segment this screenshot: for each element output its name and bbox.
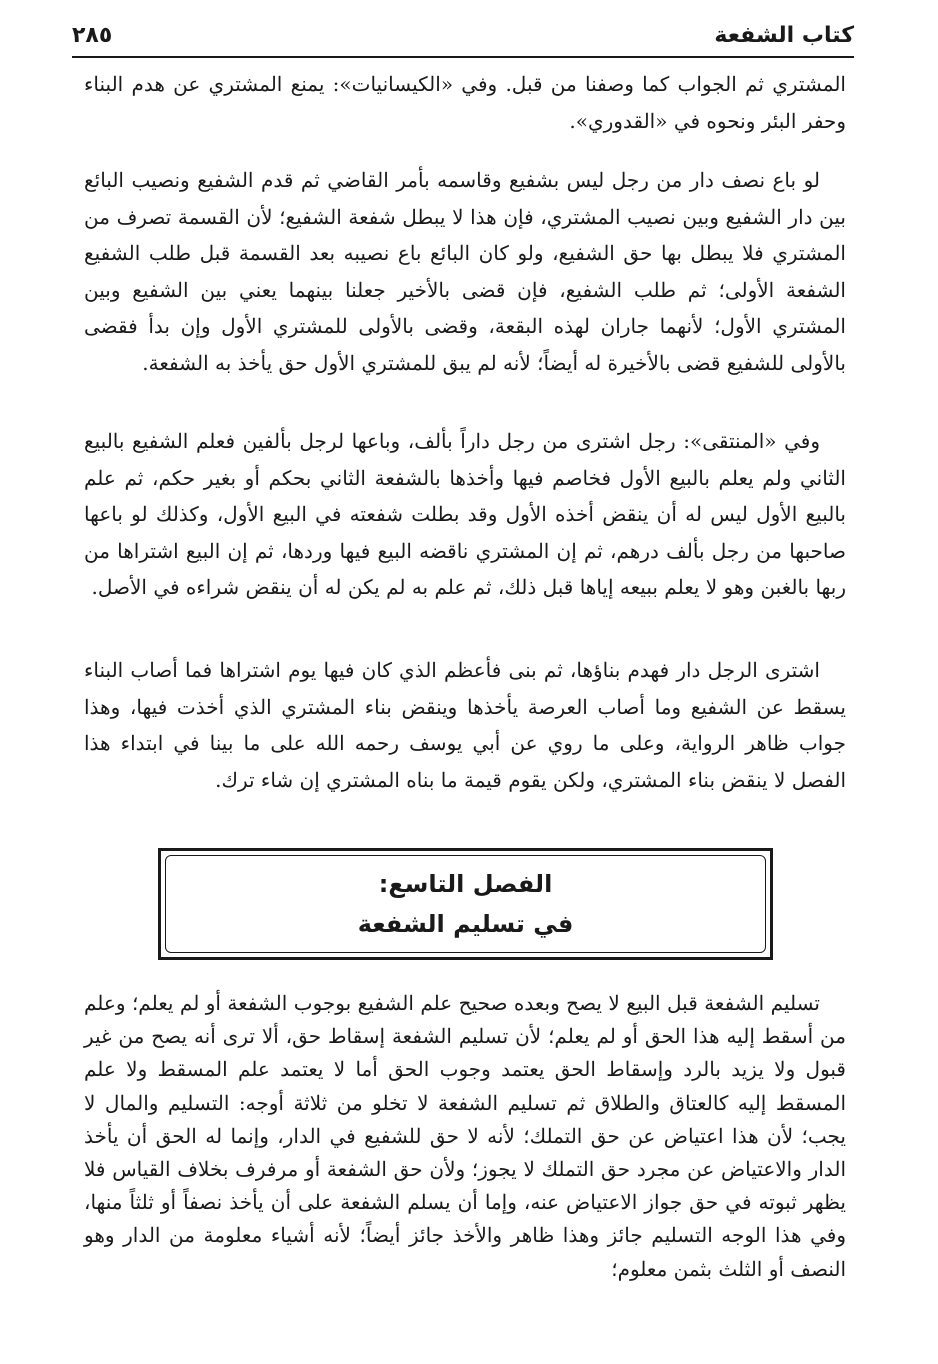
header-rule [72, 56, 854, 58]
text-block-4 [84, 652, 846, 798]
paragraph-muntaqa: وفي «المنتقى»: رجل اشترى من رجل داراً بألف، وباعها لرجل بألفين فعلم الشفيع بالبيع الثاني ولم يعلم بالبيع الأول فخاصم فيها وأخذها بالشفعة الثاني بحكم أو بغير حكم، ثم علم بالبيع الأول ليس له أن ينقض أخذه الأول وقد بطلت شفعته في البيع الأول، وكذلك لو باعها صاحبها من رجل بألف درهم، ثم إن المشتري ناقضه البيع فيها وردها، ثم إن البيع اشتراها من ربها بالغبن وهو لا يعلم ببيعه إياها قبل ذلك، ثم علم به لم يكن له أن ينقض شراءه في الأصل. [84, 429, 846, 600]
text-block-1 [84, 66, 846, 139]
page-header [72, 14, 854, 48]
paragraph-shared-house-sale: لو باع نصف دار من رجل ليس بشفيع وقاسمه بأمر القاضي ثم قدم الشفيع ونصيب البائع بين دار الشفيع وبين نصيب المشتري، فإن هذا لا يبطل شفعة الشفيع؛ لأن القسمة تصرف من المشتري فلا يبطل بها حق الشفيع، ولو كان البائع باع نصيبه بعد القسمة قبل طلب الشفيع الشفعة الأولى؛ ثم طلب الشفيع، فإن قضى بالأخير جعلنا بينهما يعني بين الشفيع وبين المشتري الأول؛ لأنهما جاران لهذه البقعة، وقضى بالأولى للمشتري الأول وإن بدأ فقضى بالأولى للشفيع قضى بالأخيرة له أيضاً؛ لأنه لم يبق للمشتري الأول حق يأخذ به الشفعة. [84, 168, 846, 375]
chapter-heading-inner-frame [165, 855, 766, 953]
chapter-subheading: في تسليم الشفعة [357, 910, 574, 938]
page-number: ٢٨٥ [72, 23, 113, 48]
chapter-heading: الفصل التاسع: [378, 870, 553, 898]
paragraph-demolished-house: اشترى الرجل دار فهدم بناؤها، ثم بنى فأعظم الذي كان فيها يوم اشتراها فما أصاب البناء يسقط عن الشفيع وما أصاب العرصة يأخذها وينقض بناء المشتري الذي أخذت فيها، وهذا جواب ظاهر الرواية، وعلى ما روي عن أبي يوسف رحمه الله على ما بينا في ابتداء هذا الفصل لا ينقض بناء المشتري، ولكن يقوم قيمة ما بناه المشتري إن شاء ترك. [84, 658, 846, 792]
paragraph-continuation: المشتري ثم الجواب كما وصفنا من قبل. وفي «الكيسانيات»: يمنع المشتري عن هدم البناء وحفر البئر ونحوه في «القدوري». [84, 72, 846, 133]
running-title: كتاب الشفعة [714, 23, 854, 48]
text-block-5 [84, 987, 846, 1286]
text-block-2 [84, 162, 846, 382]
paragraph-surrender-of-preemption: تسليم الشفعة قبل البيع لا يصح وبعده صحيح علم الشفيع بوجوب الشفعة أو لم يعلم؛ وعلم من أسقط إليه هذا الحق أو لم يعلم؛ لأن تسليم الشفعة إسقاط حق، ألا ترى أنه يصح من غير قبول ولا يزيد بالرد وإسقاط الحق يعتمد وجوب الحق أما لا يعتمد علم المسقط ولا علم المسقط إليه كالعتاق والطلاق ثم تسليم الشفعة لا تخلو من ثلاثة أوجه: التسليم والمال لا يجب؛ لأن هذا اعتياض عن حق التملك؛ لأنه لا حق للشفيع في الدار، وإنما له الحق أن يأخذ الدار والاعتياض عن مجرد حق التملك لا يجوز؛ ولأن حق الشفعة أو مرفرف بخلاف القياس فلا يظهر ثبوته في حق جواز الاعتياض عنه، وإما أن يسلم الشفعة على أن يأخذ نصفاً أو ثلثاً منها، وفي هذا الوجه التسليم جائز وهذا ظاهر والأخذ جائز أيضاً؛ لأنه أشياء معلومة من الدار وهو النصف أو الثلث بثمن معلوم؛ [84, 991, 846, 1281]
chapter-heading-frame [158, 848, 773, 960]
text-block-3 [84, 423, 846, 606]
